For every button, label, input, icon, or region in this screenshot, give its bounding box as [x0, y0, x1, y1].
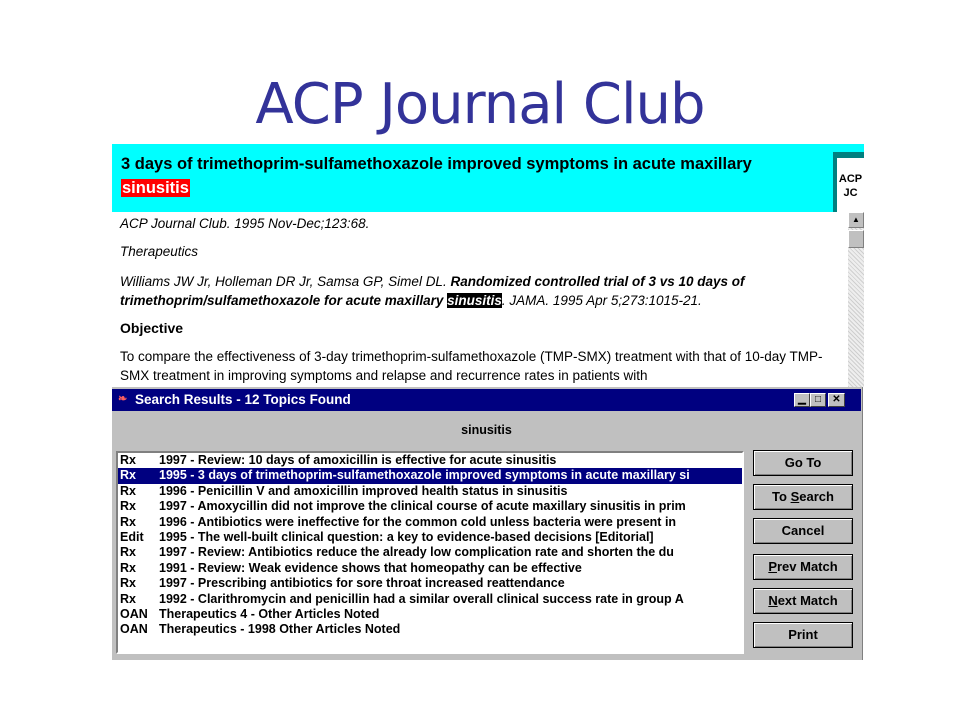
- result-category: OAN: [120, 622, 148, 637]
- reference-text: [120, 272, 835, 310]
- result-title: 1997 - Prescribing antibiotics for sore throat increased reattendance: [159, 576, 565, 591]
- slide-title: ACP Journal Club: [255, 72, 705, 137]
- badge-line-2: JC: [843, 187, 858, 199]
- result-title: 1992 - Clarithromycin and penicillin had a similar overall clinical success rate in group A: [159, 591, 684, 606]
- to-search-button[interactable]: To Search: [753, 484, 853, 510]
- result-title: 1995 - 3 days of trimethoprim-sulfamethoxazole improved symptoms in acute maxillary si: [159, 468, 690, 483]
- result-category: Rx: [120, 514, 136, 529]
- result-row[interactable]: [118, 484, 742, 499]
- badge-line-1: ACP: [838, 173, 863, 185]
- result-category: Rx: [120, 483, 136, 498]
- result-row[interactable]: [118, 515, 742, 530]
- result-row[interactable]: [118, 576, 742, 591]
- result-title: 1997 - Amoxycillin did not improve the clinical course of acute maxillary sinusitis in prim: [159, 499, 686, 514]
- maximize-button[interactable]: [810, 393, 826, 407]
- results-list[interactable]: [116, 451, 744, 654]
- scroll-thumb[interactable]: [848, 230, 864, 248]
- journal-citation: ACP Journal Club. 1995 Nov-Dec;123:68.: [120, 216, 370, 231]
- search-query: sinusitis: [461, 423, 512, 437]
- dialog-titlebar[interactable]: [112, 389, 861, 411]
- close-icon: ✕: [832, 394, 841, 405]
- article-scrollbar[interactable]: [848, 212, 864, 387]
- result-category: Rx: [120, 591, 136, 606]
- result-category: Rx: [120, 499, 136, 514]
- reference-citation: . JAMA. 1995 Apr 5;273:1015-21.: [501, 293, 702, 308]
- dialog-title: Search Results - 12 Topics Found: [135, 392, 351, 407]
- app-icon: ❧: [118, 393, 128, 405]
- close-button[interactable]: [828, 393, 845, 407]
- minimize-icon: ▁: [798, 394, 806, 405]
- result-title: Therapeutics - 1998 Other Articles Noted: [159, 622, 401, 637]
- result-category: Rx: [120, 453, 136, 467]
- result-title: 1995 - The well-built clinical question: a key to evidence-based decisions [Editorial]: [159, 529, 654, 544]
- result-row[interactable]: [118, 530, 742, 545]
- result-row[interactable]: [118, 561, 742, 576]
- result-title: 1991 - Review: Weak evidence shows that homeopathy can be effective: [159, 560, 582, 575]
- result-title: 1996 - Penicillin V and amoxicillin improved health status in sinusitis: [159, 483, 568, 498]
- article-title: [121, 152, 811, 200]
- article-window: [112, 144, 864, 387]
- reference-title: Randomized controlled trial of 3 vs 10 days of trimethoprim/sulfamethoxazole for acute maxillary: [120, 274, 745, 308]
- section-label: Therapeutics: [120, 244, 199, 259]
- result-category: Rx: [120, 560, 136, 575]
- article-title-text: 3 days of trimethoprim-sulfamethoxazole improved symptoms in acute maxillary: [121, 155, 752, 173]
- result-title: 1996 - Antibiotics were ineffective for the common cold unless bacteria were present in: [159, 514, 677, 529]
- article-header: [112, 144, 821, 212]
- result-row[interactable]: [118, 499, 742, 514]
- search-results-dialog: [112, 387, 863, 660]
- result-category: Rx: [120, 576, 136, 591]
- acp-jc-badge: [837, 158, 864, 212]
- prev-match-button[interactable]: Prev Match: [753, 554, 853, 580]
- result-category: Rx: [120, 545, 136, 560]
- objective-heading: Objective: [120, 320, 184, 336]
- result-row[interactable]: [118, 468, 742, 483]
- search-term-highlight: sinusitis: [122, 179, 189, 197]
- result-title: 1997 - Review: 10 days of amoxicillin is effective for acute sinusitis: [159, 453, 557, 467]
- authors: Williams JW Jr, Holleman DR Jr, Samsa GP, Simel DL.: [120, 274, 447, 289]
- result-row[interactable]: [118, 545, 742, 560]
- result-title: 1997 - Review: Antibiotics reduce the already low complication rate and shorten the du: [159, 545, 674, 560]
- go-to-button[interactable]: Go To: [753, 450, 853, 476]
- result-category: OAN: [120, 606, 148, 621]
- print-button[interactable]: Print: [753, 622, 853, 648]
- reference-search-highlight: sinusitis: [447, 293, 502, 308]
- objective-text: To compare the effectiveness of 3-day trimethoprim-sulfamethoxazole (TMP-SMX) treatment with that of 10-day TMP-SMX treatment in improving symptoms and relapse and recurrence rates in patients with: [120, 349, 823, 383]
- scroll-up-arrow-icon[interactable]: ▲: [848, 212, 864, 228]
- maximize-icon: □: [814, 394, 822, 405]
- next-match-button[interactable]: Next Match: [753, 588, 853, 614]
- result-row[interactable]: [118, 592, 742, 607]
- result-title: Therapeutics 4 - Other Articles Noted: [159, 606, 380, 621]
- cancel-button[interactable]: Cancel: [753, 518, 853, 544]
- result-row[interactable]: [118, 622, 742, 637]
- minimize-button[interactable]: [794, 393, 810, 407]
- result-category: Edit: [120, 529, 144, 544]
- result-row[interactable]: [118, 607, 742, 622]
- result-category: Rx: [120, 468, 136, 483]
- result-row[interactable]: [118, 453, 742, 468]
